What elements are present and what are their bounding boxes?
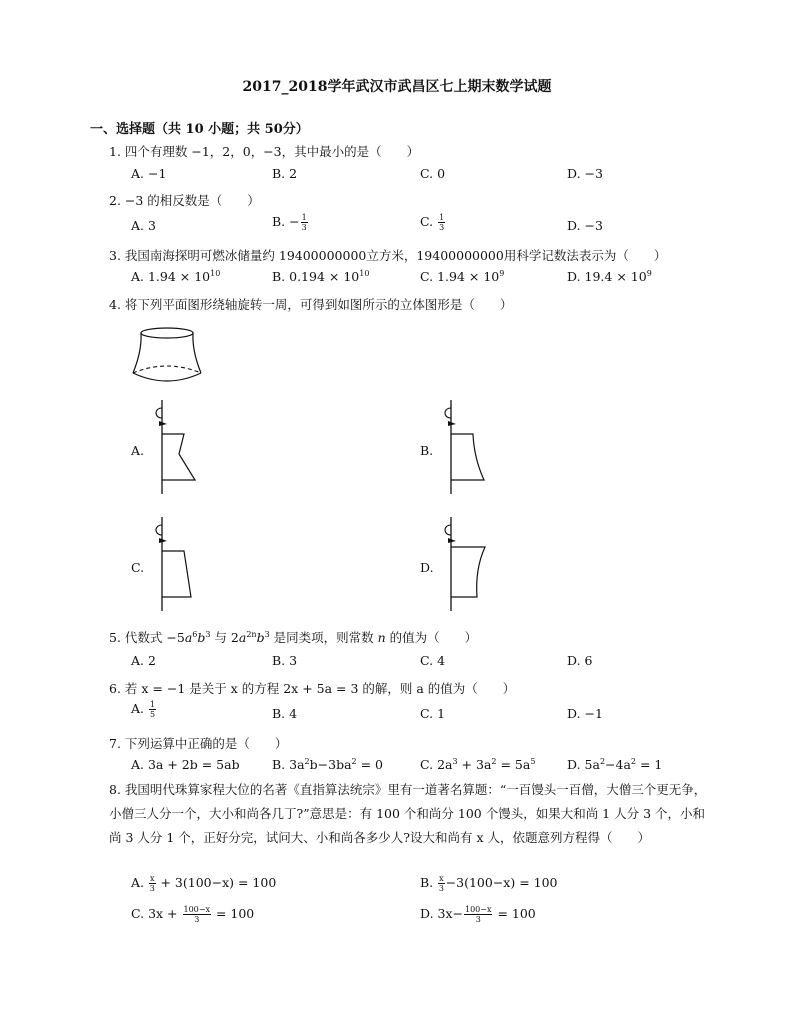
q7-option-a: A. 3a + 2b = 5ab xyxy=(131,757,240,772)
question-5-stem: 5. 代数式 $-5a^6b^3$ 与 $2a^{2n}b^3$ 是同类项，则常数 n 的值为（ ） xyxy=(109,629,478,645)
q4-option-d-figure xyxy=(437,517,497,613)
q5-option-d: D. 6 xyxy=(567,653,593,668)
question-8-stem: 8. 我国明代珠算家程大位的名著《直指算法统宗》里有一道著名算题：“一百馒头一百僧，大僧三个更无争，小僧三人分一个，大小和尚各几丁?”意思是：有 100 个和尚分 100 个馒头，如果大和尚 1 人分 3 个，小和尚 3 人分 1 个，正好分完，试问大、小和尚各多少人?设大和尚有 x 人，依题意列方程得（ ） xyxy=(109,782,707,845)
q7-option-d: D. $5a^2-4a^2 = 1$ xyxy=(567,757,663,773)
q7-option-b: B. $3a^2b-3ba^2 = 0$ xyxy=(272,757,383,773)
q2-option-c: C. $\frac{1}{3}$ xyxy=(420,213,445,232)
q6-option-d: D. −1 xyxy=(567,706,603,721)
question-7-stem: 7. 下列运算中正确的是（ ） xyxy=(109,736,288,751)
question-2-stem: 2. −3 的相反数是（ ） xyxy=(109,193,260,208)
q3-option-d: D. $19.4 \times 10^9$ xyxy=(567,269,652,285)
q1-option-d: D. −3 xyxy=(567,166,603,181)
q3-option-a: A. $1.94 \times 10^{10}$ xyxy=(131,269,221,285)
q5-option-c: C. 4 xyxy=(420,653,446,668)
q2-option-a: A. 3 xyxy=(131,218,156,233)
q2-option-d: D. −3 xyxy=(567,218,603,233)
question-6-stem: 6. 若 x = −1 是关于 x 的方程 2x + 5a = 3 的解，则 a 的值为（ ） xyxy=(109,681,516,696)
frustum-solid-figure xyxy=(128,325,208,385)
q4-option-d-label: D. xyxy=(420,560,434,575)
question-4-stem: 4. 将下列平面图形绕轴旋转一周，可得到如图所示的立体图形是（ ） xyxy=(109,297,513,312)
question-3-stem: 3. 我国南海探明可燃冰储量约 19400000000立方米，19400000000用科学记数法表示为（ ） xyxy=(109,248,667,263)
q4-option-c-label: C. xyxy=(131,560,145,575)
q1-option-a: A. −1 xyxy=(131,166,167,181)
section-heading: 一、选择题（共 10 小题；共 50分） xyxy=(90,122,309,137)
q1-option-c: C. 0 xyxy=(420,166,446,181)
q6-option-c: C. 1 xyxy=(420,706,446,721)
page-title: 2017_2018学年武汉市武昌区七上期末数学试题 xyxy=(242,79,552,95)
q8-option-d: D. 3x− $\frac{100-x}{3}$ = 100 xyxy=(420,905,536,924)
q5-option-a: A. 2 xyxy=(131,653,156,668)
q4-option-b-figure xyxy=(437,400,497,496)
q2-option-b: B. − $\frac{1}{3}$ xyxy=(272,213,307,232)
q8-option-a: A. $\frac{x}{3}$ + 3(100−x) = 100 xyxy=(131,874,277,893)
question-1-stem: 1. 四个有理数 −1，2，0，−3，其中最小的是（ ） xyxy=(109,144,420,159)
q4-option-a-figure xyxy=(148,400,208,496)
q4-option-c-figure xyxy=(148,517,208,613)
q8-option-b: B. $\frac{x}{3}$ −3(100−x) = 100 xyxy=(420,874,558,893)
q5-option-b: B. 3 xyxy=(272,653,298,668)
q1-option-b: B. 2 xyxy=(272,166,298,181)
q3-option-c: C. $1.94 \times 10^9$ xyxy=(420,269,505,285)
q4-option-b-label: B. xyxy=(420,443,434,458)
q6-option-a: A. $\frac{1}{5}$ xyxy=(131,700,156,719)
q8-option-c: C. 3x + $\frac{100-x}{3}$ = 100 xyxy=(131,905,255,924)
q3-option-b: B. $0.194 \times 10^{10}$ xyxy=(272,269,370,285)
q4-option-a-label: A. xyxy=(131,443,145,458)
q6-option-b: B. 4 xyxy=(272,706,298,721)
q7-option-c: C. $2a^3 + 3a^2 = 5a^5$ xyxy=(420,757,536,773)
